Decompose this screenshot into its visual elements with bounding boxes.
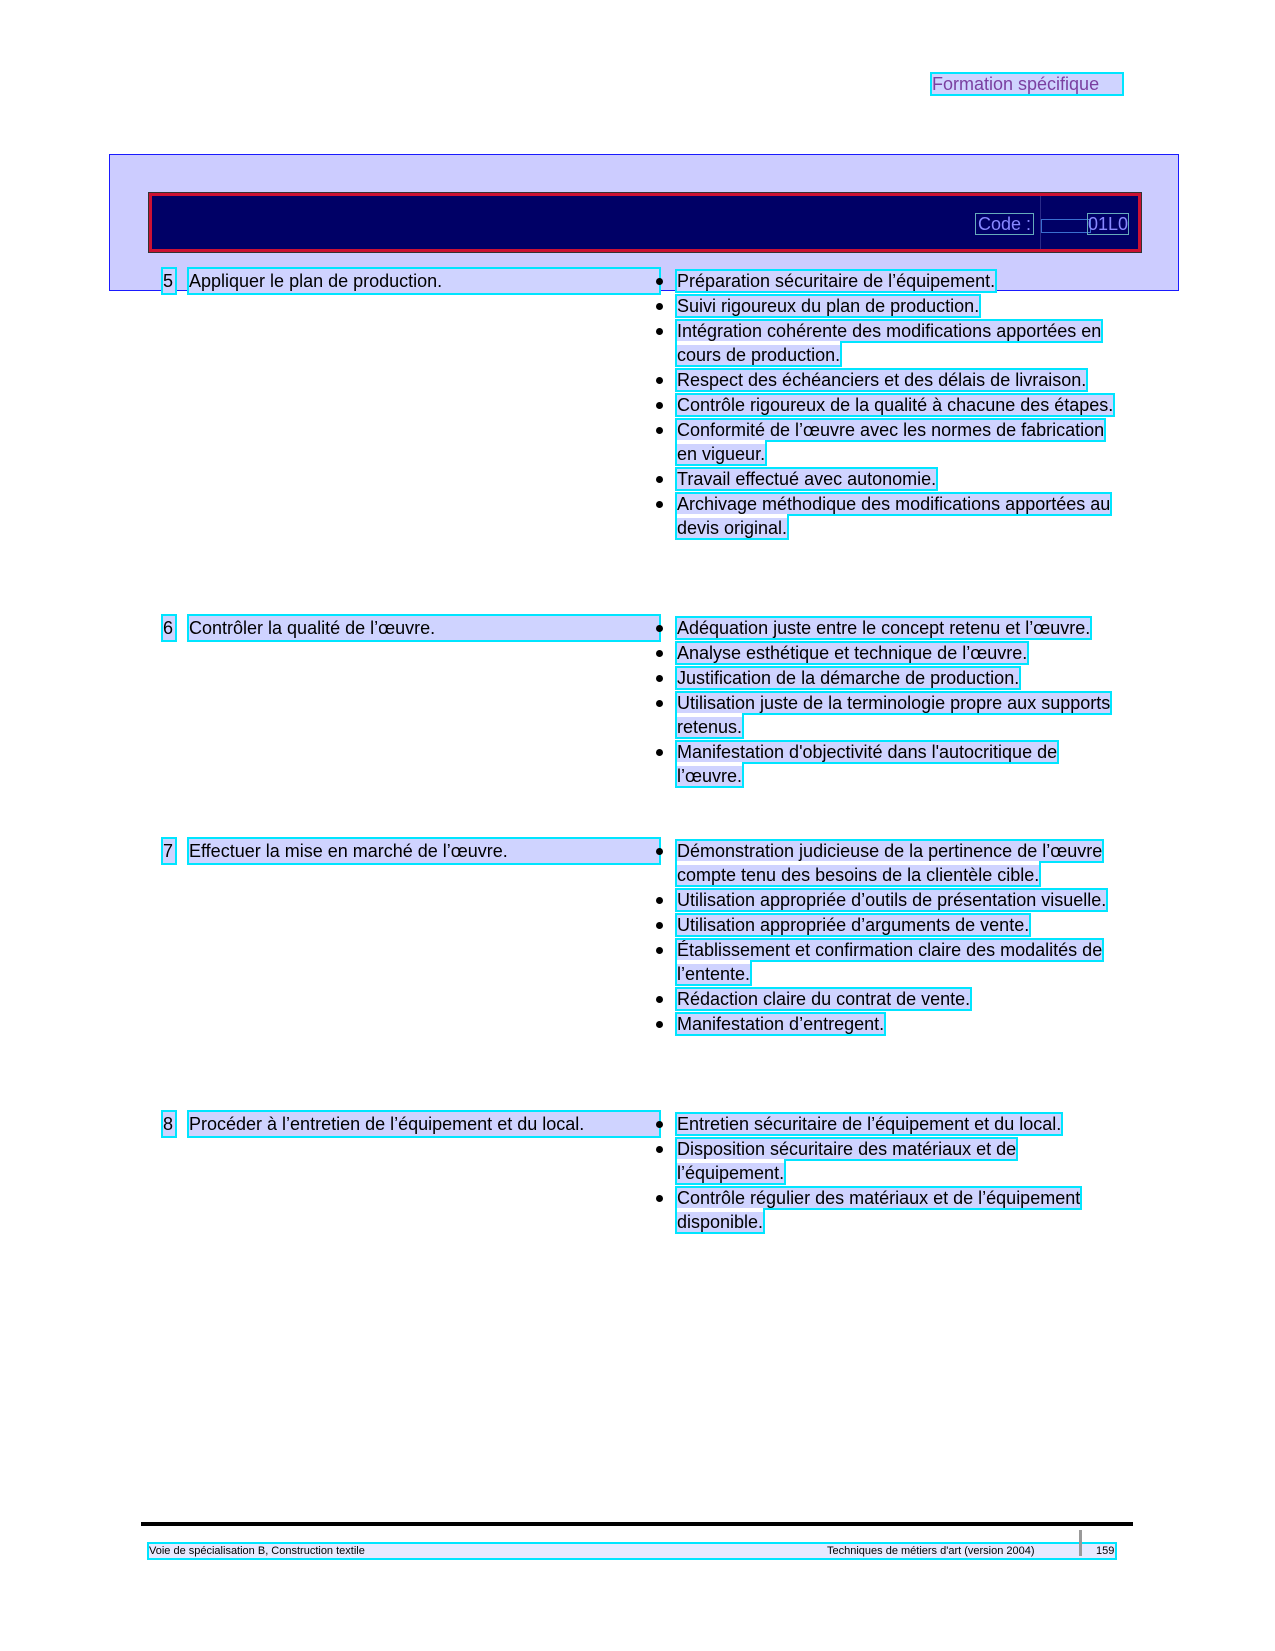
criterion-text: Suivi rigoureux du plan de production. [677,296,980,316]
criterion-item [656,319,1126,367]
criterion-text: Respect des échéanciers et des délais de livraison. [677,370,1087,390]
criterion-text: Contrôle rigoureux de la qualité à chacune des étapes. [677,395,1114,415]
criterion-text: Utilisation appropriée d’outils de présentation visuelle. [677,890,1107,910]
bullet-icon [656,996,663,1003]
criterion-text: Utilisation appropriée d’arguments de vente. [677,915,1030,935]
bullet-icon [656,377,663,384]
task-number: 6 [163,618,174,638]
footer-left-text: Voie de spécialisation B, Construction textile [149,1545,365,1557]
criterion-item [656,740,1126,788]
code-value: 01L0 [1088,214,1129,234]
criterion-item [656,294,1126,318]
criterion-item [656,666,1126,690]
criteria-list [656,839,1126,1037]
bullet-icon [656,303,663,310]
criterion-item [656,1112,1126,1136]
criterion-text: Rédaction claire du contrat de vente. [677,989,971,1009]
code-field-box [1042,220,1090,232]
criterion-item [656,691,1126,739]
bullet-icon [656,1146,663,1153]
section-label: Formation spécifique [932,74,1122,94]
task-title: Procéder à l’entretien de l’équipement et du local. [189,1112,659,1136]
criterion-item [656,269,1126,293]
criterion-item [656,492,1126,540]
criterion-item [656,938,1126,986]
bullet-icon [656,328,663,335]
footer-right-text: Techniques de métiers d'art (version 2004) [827,1545,1035,1557]
criterion-text: Intégration cohérente des modifications apportées en cours de production. [677,321,1102,365]
criteria-list [656,1112,1126,1235]
code-divider [1040,196,1041,249]
criterion-text: Travail effectué avec autonomie. [677,469,937,489]
task-number: 5 [163,271,174,291]
footer-rule [141,1522,1133,1526]
criterion-text: Manifestation d’entregent. [677,1014,885,1034]
bullet-icon [656,848,663,855]
bullet-icon [656,922,663,929]
criterion-text: Manifestation d'objectivité dans l'autocritique de l’œuvre. [677,742,1058,786]
task-title: Effectuer la mise en marché de l’œuvre. [189,839,659,863]
code-label: Code : [978,214,1032,234]
criterion-item [656,616,1126,640]
task-title: Appliquer le plan de production. [189,269,659,293]
criterion-text: Utilisation juste de la terminologie propre aux supports retenus. [677,693,1111,737]
bullet-icon [656,402,663,409]
title-bar [149,193,1141,252]
criterion-text: Établissement et confirmation claire des modalités de l’entente. [677,940,1103,984]
task-title: Contrôler la qualité de l’œuvre. [189,616,659,640]
criterion-text: Contrôle régulier des matériaux et de l’équipement disponible. [677,1188,1081,1232]
criterion-text: Adéquation juste entre le concept retenu et l’œuvre. [677,618,1091,638]
criterion-text: Préparation sécuritaire de l’équipement. [677,271,996,291]
page-number: 159 [1096,1545,1115,1557]
bullet-icon [656,675,663,682]
criterion-item [656,839,1126,887]
criterion-text: Justification de la démarche de production. [677,668,1020,688]
criterion-text: Démonstration judicieuse de la pertinence de l’œuvre compte tenu des besoins de la clientèle cible. [677,841,1103,885]
bullet-icon [656,501,663,508]
criterion-text: Entretien sécuritaire de l’équipement et du local. [677,1114,1062,1134]
criterion-item [656,1137,1126,1185]
bullet-icon [656,897,663,904]
criterion-text: Archivage méthodique des modifications apportées au devis original. [677,494,1111,538]
criterion-item [656,418,1126,466]
bullet-icon [656,1121,663,1128]
criterion-item [656,987,1126,1011]
criterion-item [656,913,1126,937]
footer-separator [1079,1530,1082,1556]
criterion-item [656,888,1126,912]
bullet-icon [656,278,663,285]
bullet-icon [656,700,663,707]
criterion-item [656,467,1126,491]
criterion-item [656,393,1126,417]
criterion-item [656,1186,1126,1234]
criterion-item [656,1012,1126,1036]
criterion-text: Analyse esthétique et technique de l’œuvre. [677,643,1028,663]
bullet-icon [656,1195,663,1202]
criterion-text: Conformité de l’œuvre avec les normes de fabrication en vigueur. [677,420,1105,464]
criteria-list [656,269,1126,541]
task-number: 7 [163,841,174,861]
criterion-text: Disposition sécuritaire des matériaux et de l’équipement. [677,1139,1017,1183]
criterion-item [656,641,1126,665]
bullet-icon [656,650,663,657]
criteria-list [656,616,1126,789]
task-number: 8 [163,1114,174,1134]
bullet-icon [656,749,663,756]
bullet-icon [656,476,663,483]
criterion-item [656,368,1126,392]
bullet-icon [656,427,663,434]
bullet-icon [656,1021,663,1028]
bullet-icon [656,947,663,954]
bullet-icon [656,625,663,632]
